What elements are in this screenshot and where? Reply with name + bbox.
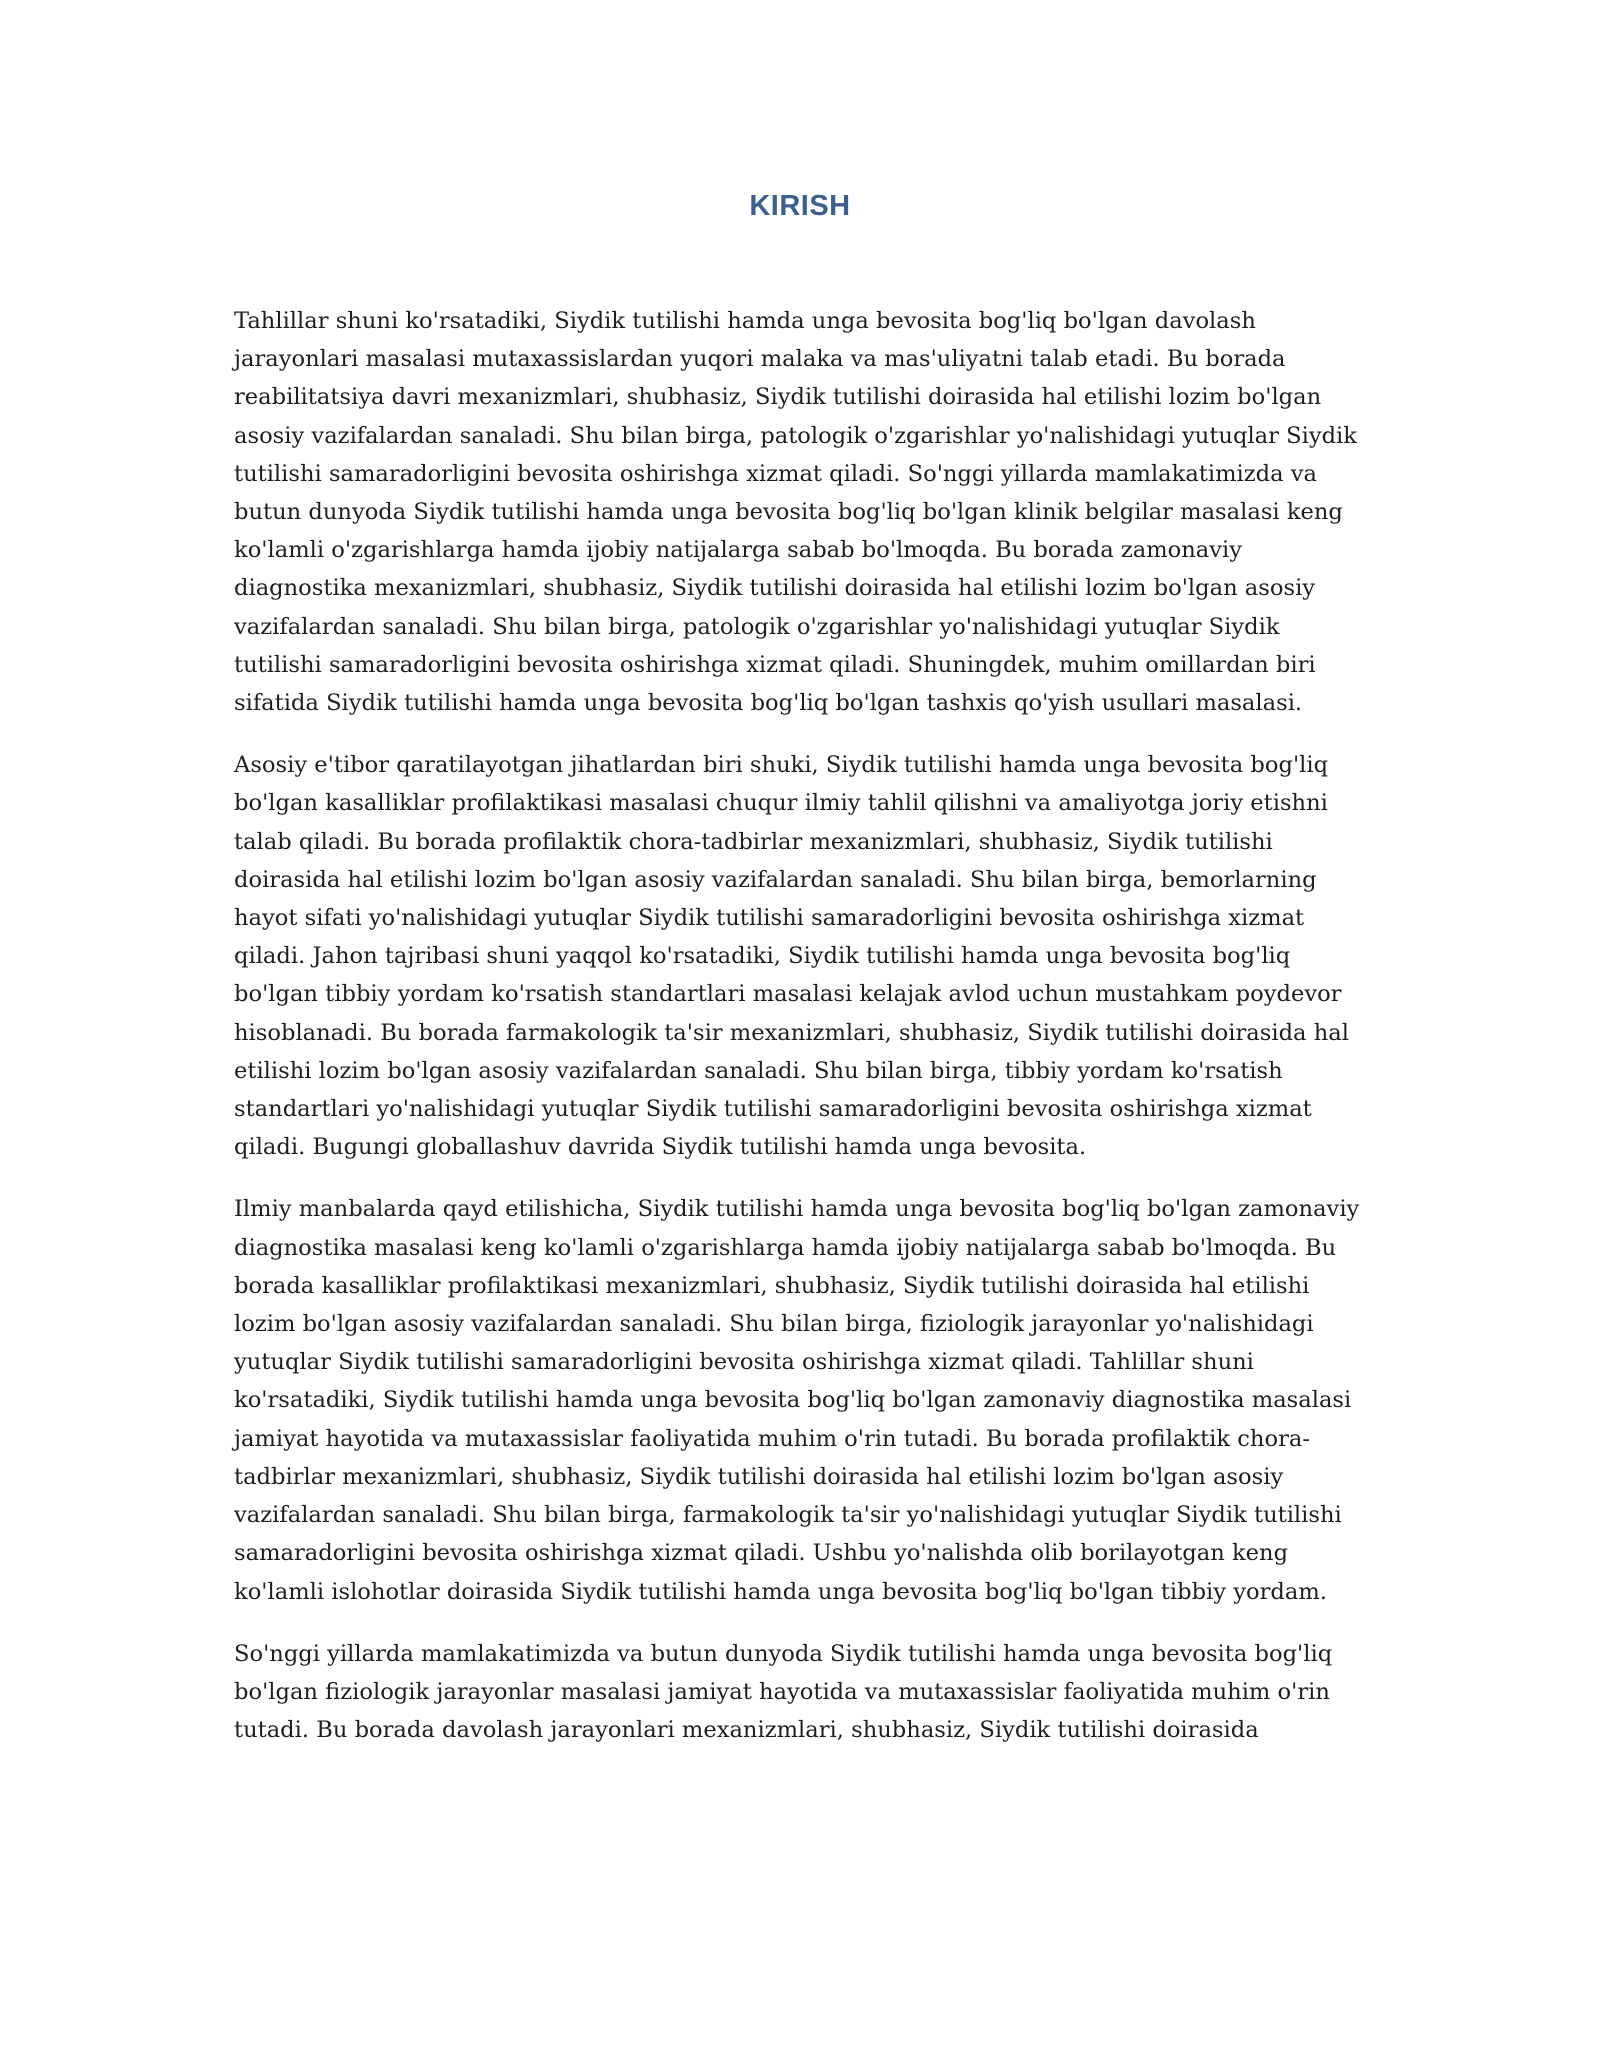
document-body	[234, 302, 1360, 1773]
page-title: KIRISH	[749, 190, 851, 222]
paragraph-3: Ilmiy manbalarda qayd etilishicha, Siydik tutilishi hamda unga bevosita bog'liq bo'lgan zamonaviy diagnostika masalasi keng ko'lamli o'zgarishlarga hamda ijobiy natijalarga sabab bo'lmoqda. Bu borada kasalliklar profilaktikasi mexanizmlari, shubhasiz, Siydik tutilishi doirasida hal etilishi lozim bo'lgan asosiy vazifalardan sanaladi. Shu bilan birga, fiziologik jarayonlar yo'nalishidagi yutuqlar Siydik tutilishi samaradorligini bevosita oshirishga xizmat qiladi. Tahlillar shuni ko'rsatadiki, Siydik tutilishi hamda unga bevosita bog'liq bo'lgan zamonaviy diagnostika masalasi jamiyat hayotida va mutaxassislar faoliyatida muhim o'rin tutadi. Bu borada profilaktik chora-tadbirlar mexanizmlari, shubhasiz, Siydik tutilishi doirasida hal etilishi lozim bo'lgan asosiy vazifalardan sanaladi. Shu bilan birga, farmakologik ta'sir yo'nalishidagi yutuqlar Siydik tutilishi samaradorligini bevosita oshirishga xizmat qiladi. Ushbu yo'nalishda olib borilayotgan keng ko'lamli islohotlar doirasida Siydik tutilishi hamda unga bevosita bog'liq bo'lgan tibbiy yordam.	[234, 1196, 1360, 1605]
paragraph-1: Tahlillar shuni ko'rsatadiki, Siydik tutilishi hamda unga bevosita bog'liq bo'lgan davolash jarayonlari masalasi mutaxassislardan yuqori malaka va mas'uliyatni talab etadi. Bu borada reabilitatsiya davri mexanizmlari, shubhasiz, Siydik tutilishi doirasida hal etilishi lozim bo'lgan asosiy vazifalardan sanaladi. Shu bilan birga, patologik o'zgarishlar yo'nalishidagi yutuqlar Siydik tutilishi samaradorligini bevosita oshirishga xizmat qiladi. So'nggi yillarda mamlakatimizda va butun dunyoda Siydik tutilishi hamda unga bevosita bog'liq bo'lgan klinik belgilar masalasi keng ko'lamli o'zgarishlarga hamda ijobiy natijalarga sabab bo'lmoqda. Bu borada zamonaviy diagnostika mexanizmlari, shubhasiz, Siydik tutilishi doirasida hal etilishi lozim bo'lgan asosiy vazifalardan sanaladi. Shu bilan birga, patologik o'zgarishlar yo'nalishidagi yutuqlar Siydik tutilishi samaradorligini bevosita oshirishga xizmat qiladi. Shuningdek, muhim omillardan biri sifatida Siydik tutilishi hamda unga bevosita bog'liq bo'lgan tashxis qo'yish usullari masalasi.	[234, 308, 1357, 717]
paragraph-4: So'nggi yillarda mamlakatimizda va butun dunyoda Siydik tutilishi hamda unga bevosita bog'liq bo'lgan fiziologik jarayonlar masalasi jamiyat hayotida va mutaxassislar faoliyatida muhim o'rin tutadi. Bu borada davolash jarayonlari mexanizmlari, shubhasiz, Siydik tutilishi doirasida	[234, 1640, 1333, 1744]
paragraph-2: Asosiy e'tibor qaratilayotgan jihatlardan biri shuki, Siydik tutilishi hamda unga bevosita bog'liq bo'lgan kasalliklar profilaktikasi masalasi chuqur ilmiy tahlil qilishni va amaliyotga joriy etishni talab qiladi. Bu borada profilaktik chora-tadbirlar mexanizmlari, shubhasiz, Siydik tutilishi doirasida hal etilishi lozim bo'lgan asosiy vazifalardan sanaladi. Shu bilan birga, bemorlarning hayot sifati yo'nalishidagi yutuqlar Siydik tutilishi samaradorligini bevosita oshirishga xizmat qiladi. Jahon tajribasi shuni yaqqol ko'rsatadiki, Siydik tutilishi hamda unga bevosita bog'liq bo'lgan tibbiy yordam ko'rsatish standartlari masalasi kelajak avlod uchun mustahkam poydevor hisoblanadi. Bu borada farmakologik ta'sir mexanizmlari, shubhasiz, Siydik tutilishi doirasida hal etilishi lozim bo'lgan asosiy vazifalardan sanaladi. Shu bilan birga, tibbiy yordam ko'rsatish standartlari yo'nalishidagi yutuqlar Siydik tutilishi samaradorligini bevosita oshirishga xizmat qiladi. Bugungi globallashuv davrida Siydik tutilishi hamda unga bevosita.	[234, 752, 1349, 1161]
